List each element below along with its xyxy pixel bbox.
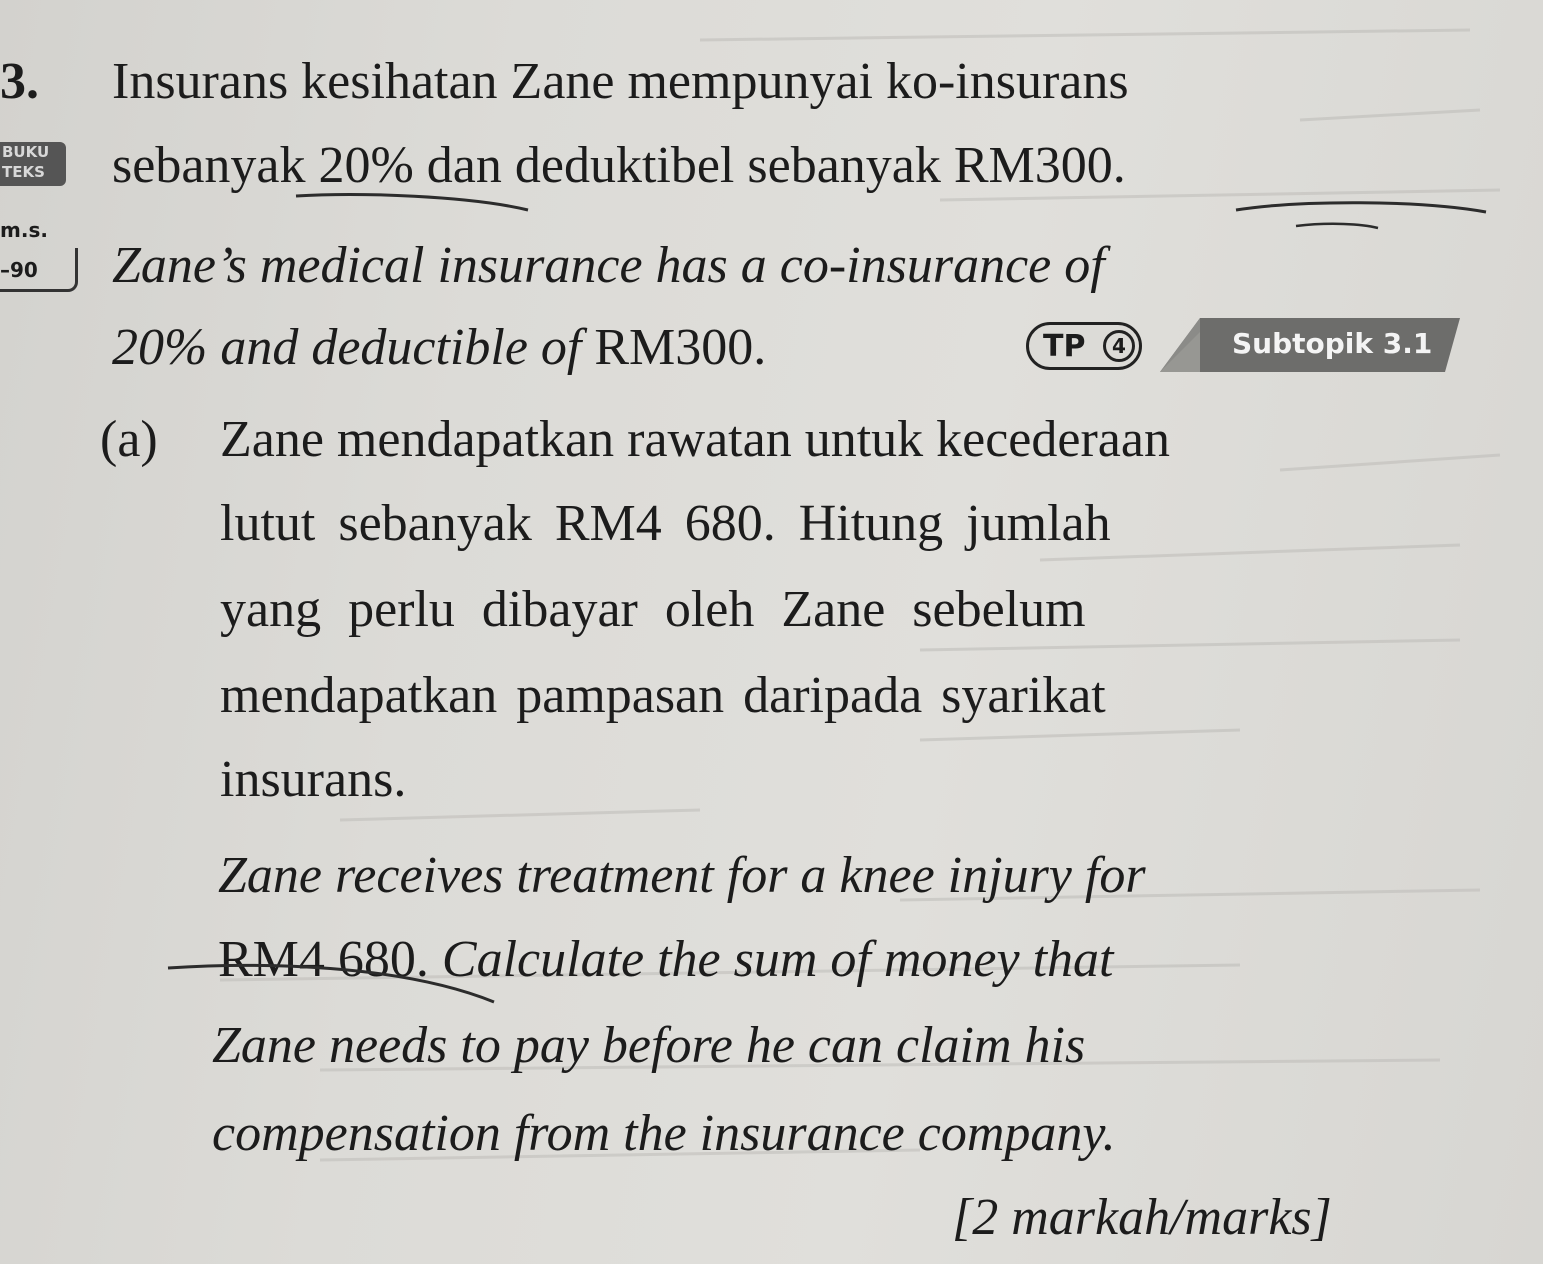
textbook-reference-tab bbox=[0, 140, 72, 290]
part-a-malay-line-3: yang perlu dibayar oleh Zane sebelum bbox=[220, 581, 1086, 638]
part-a-malay-line-5: insurans. bbox=[220, 751, 407, 808]
stem-english-line-1: Zane’s medical insurance has a co-insurance of bbox=[112, 237, 1105, 294]
textbook-badge: BUKU TEKS bbox=[0, 142, 66, 186]
part-a-english-line-2-text: Calculate the sum of money that bbox=[428, 931, 1114, 988]
mastery-level-label: TP bbox=[1043, 329, 1086, 364]
part-a-malay-line-2: lutut sebanyak RM4 680. Hitung jumlah bbox=[220, 495, 1111, 552]
mastery-level-badge bbox=[1026, 322, 1142, 370]
subtopic-tag bbox=[1160, 312, 1475, 378]
marks-text: [2 markah/marks] bbox=[952, 1189, 1332, 1246]
part-a-english-line-1: Zane receives treatment for a knee injury for bbox=[218, 847, 1146, 904]
part-a-english-line-4: compensation from the insurance company. bbox=[212, 1105, 1116, 1162]
stem-english-line-2 bbox=[112, 318, 766, 378]
mastery-level-number: 4 bbox=[1103, 330, 1135, 362]
part-a-english-line-2 bbox=[218, 930, 1113, 990]
part-a-english-line-2-amount: RM4 680. bbox=[218, 931, 429, 988]
stem-english-line-2-amount: RM300. bbox=[594, 319, 767, 376]
stem-malay-line-1: Insurans kesihatan Zane mempunyai ko-insurans bbox=[112, 53, 1129, 110]
subtopic-label: Subtopik 3.1 bbox=[1232, 327, 1433, 360]
part-a-malay-line-1: Zane mendapatkan rawatan untuk kecederaan bbox=[220, 411, 1170, 468]
stem-malay-line-2: sebanyak 20% dan deduktibel sebanyak RM300. bbox=[112, 137, 1126, 194]
part-a-label: (a) bbox=[100, 411, 158, 468]
question-number: 3. bbox=[0, 53, 39, 110]
marks-allocation bbox=[952, 1188, 1332, 1248]
part-a-malay-line-4: mendapatkan pampasan daripada syarikat bbox=[220, 667, 1106, 724]
part-a-english-line-3: Zane needs to pay before he can claim his bbox=[212, 1017, 1086, 1074]
textbook-page-range: –90 bbox=[0, 248, 78, 292]
textbook-page-abbrev: m.s. bbox=[0, 218, 48, 242]
stem-english-line-2-text: 20% and deductible of bbox=[112, 319, 595, 376]
